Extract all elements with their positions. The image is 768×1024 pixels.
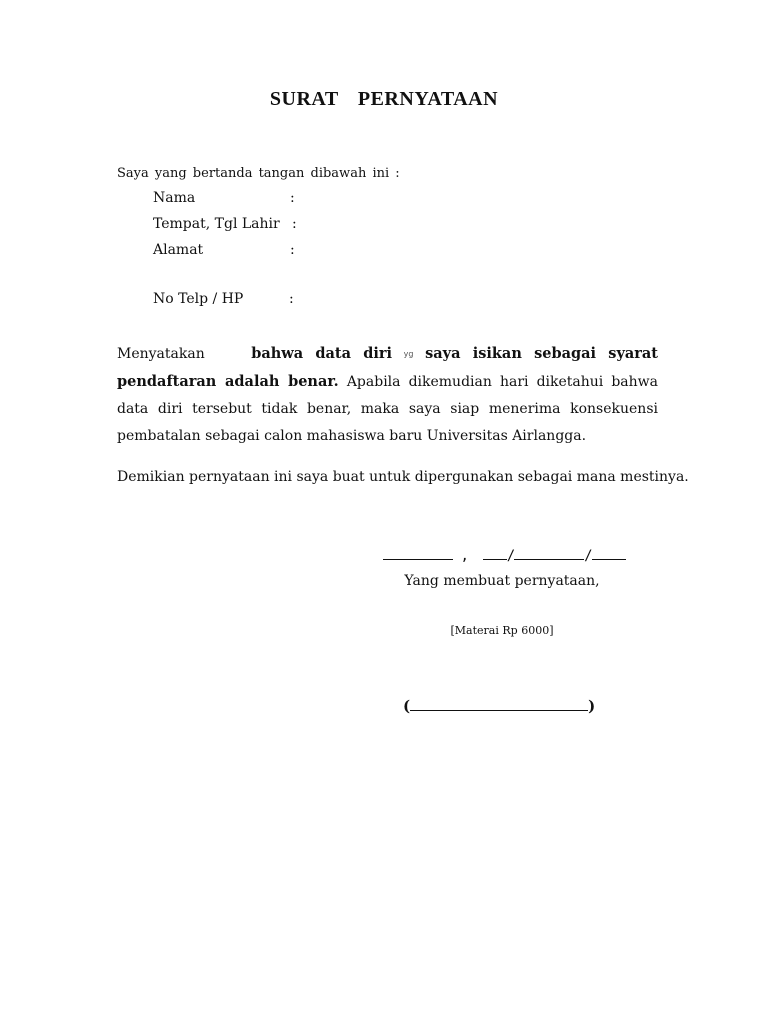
day-blank [483, 547, 507, 560]
signature-open-paren: ( [403, 697, 411, 715]
field-label: No Telp / HP [153, 291, 244, 307]
date-line [383, 547, 626, 564]
signer-label: Yang membuat pernyataan, [404, 573, 600, 589]
date-separator: / [506, 548, 515, 564]
signature-line [403, 697, 595, 715]
materai-label: [Materai Rp 6000] [450, 624, 554, 637]
document-title: SURAT PERNYATAAN [269, 88, 499, 110]
field-colon: : [292, 216, 297, 232]
field-label: Nama [153, 190, 196, 206]
para-small-part: yg [403, 349, 414, 359]
field-tempat-tgl-lahir [153, 216, 280, 232]
signature-close-paren: ) [588, 697, 596, 715]
field-colon: : [289, 291, 294, 307]
field-colon: : [290, 190, 295, 206]
field-label: Alamat [153, 242, 204, 258]
para-bold-part: saya isikan sebagai syarat pendaftaran adalah benar. [117, 345, 658, 390]
closing-text: Demikian pernyataan ini saya buat untuk dipergunakan sebagai mana mestinya. [117, 469, 689, 485]
para-part: Apabila dikemudian hari diketahui bahwa data diri tersebut tidak benar, maka saya siap menerima konsekuensi pembatalan sebagai calon mahasiswa baru Universitas Airlangga. [117, 374, 658, 444]
field-telp [153, 291, 243, 307]
date-comma: , [460, 548, 468, 564]
year-blank [592, 547, 626, 560]
field-label: Tempat, Tgl Lahir [153, 216, 280, 232]
field-alamat [153, 242, 203, 258]
month-blank [514, 547, 584, 560]
place-blank [383, 547, 453, 560]
date-separator: / [584, 548, 592, 564]
field-nama [153, 190, 195, 206]
field-colon: : [290, 242, 295, 258]
para-bold-part: bahwa data diri [251, 345, 393, 362]
signature-blank [410, 698, 588, 711]
intro-text: Saya yang bertanda tangan dibawah ini : [117, 166, 400, 181]
statement-paragraph [117, 340, 658, 450]
para-part: Menyatakan [117, 346, 205, 362]
